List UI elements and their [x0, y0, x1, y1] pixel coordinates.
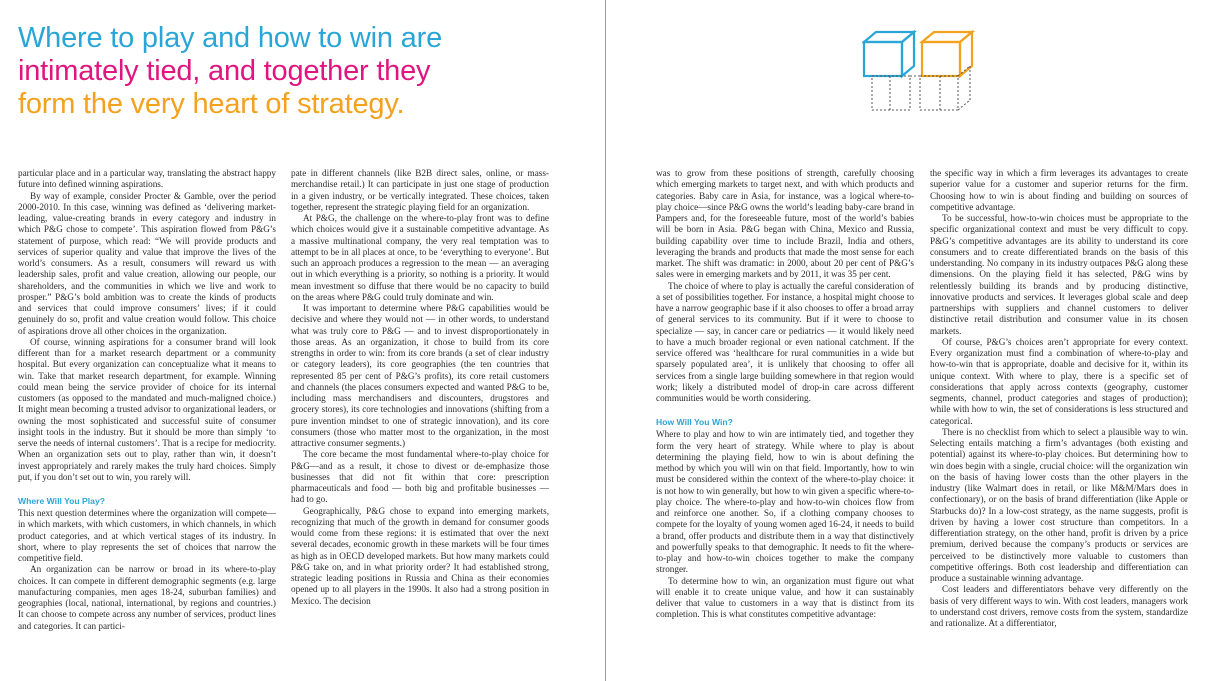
paragraph: To be successful, how-to-win choices must be appropriate to the specific organizational context and must be very difficult to copy. P&G’s competitive advantages are its ability to understand its core consumers and to create differentiated brands on the basis of this understanding. No company in its industry outpaces P&G along these dimensions. On the playing field it has selected, P&G wins by relentlessly building its brands and by producing distinctive, innovative products and services. It leverages global scale and deep partnerships with suppliers and channel customers to deliver distinctive retail distribution and consumer value in its chosen markets.	[930, 213, 1188, 336]
paragraph: Geographically, P&G chose to expand into emerging markets, recognizing that much of the growth in demand for consumer goods would come from these regions: it is estimated that over the next several decades, economic growth in these markets will be four times as high as in OECD developed markets. But how many markets could P&G take on, and in what priority order? It had established strong, strategic leading positions in Russia and China as their economies opened up to all players in the 1990s. It also had a strong position in Mexico. The decision	[291, 505, 549, 606]
column-1	[18, 168, 276, 632]
paragraph: pate in different channels (like B2B direct sales, online, or mass-merchandise retail.) It can participate in just one stage of production in a given industry, or be vertically integrated. These choices, taken together, represent the strategic playing field for an organization.	[291, 168, 549, 212]
cubes-icon	[862, 28, 982, 118]
column-3	[656, 168, 914, 621]
column-4	[930, 168, 1188, 629]
headline-line-3: form the very heart of strategy.	[18, 88, 405, 120]
headline-line-1: Where to play and how to win are	[18, 22, 442, 54]
section-heading-how-to-win: How Will You Win?	[656, 417, 733, 428]
paragraph: Of course, winning aspirations for a consumer brand will look different than for a market research department or a community hospital. But every organization can conceptualize what it means to win. Take that market research department, for example. Winning could mean being the service provider of choice for its internal customers (as opposed to the mandated and much-maligned choice.) It might mean becoming a trusted advisor to organizational leaders, or owning the most sophisticated and successful suite of consumer insight tools in the industry. But it should be more than simply ‘to serve the needs of internal customers’. That is a recipe for mediocrity. When an organization sets out to play, rather than win, it doesn’t invest appropriately and rarely makes the truly hard choices. Simply put, if you don’t set out to win, you rarely will.	[18, 336, 276, 482]
paragraph: By way of example, consider Procter & Gamble, over the period 2000-2010. In this case, winning was defined as ‘delivering market-leading, value-creating brands in every category and industry in which P&G chose to compete’. This aspiration flowed from P&G’s statement of purpose, which read: “We will provide products and services of superior quality and value that improve the lives of the world’s consumers. As a result, consumers will reward us with leadership sales, profit and value creation, allowing our people, our shareholders, and the communities in which we live and work to prosper.” P&G’s bold ambition was to create the kinds of products and services that could improve consumers’ lives; if it could genuinely do so, profit and value creation would follow. This choice of aspirations drove all other choices in the organization.	[18, 190, 276, 336]
paragraph: This next question determines where the organization will compete—in which markets, with which customers, in which channels, in which product categories, and at which vertical stages of its industry. In short, where to play represents the set of choices that narrow the competitive field.	[18, 508, 276, 563]
paragraph: The core became the most fundamental where-to-play choice for P&G—and as a result, it chose to divest or de-emphasize those businesses that did not fit within that core: prescription pharmaceuticals and food — both big and profitable businesses — had to go.	[291, 449, 549, 505]
paragraph: the specific way in which a firm leverages its advantages to create superior value for a customer and superior returns for the firm. Choosing how to win is about finding and building on sources of competitive advantage.	[930, 168, 1188, 212]
paragraph: It was important to determine where P&G capabilities would be decisive and where they would not — in other words, to understand what was truly core to P&G — and to invest disproportionately in those areas. As an organization, it chose to build from its core strengths in order to win: from its core brands (a set of clear industry or category leaders), its core geographies (the ten countries that represented 85 per cent of P&G’s profits), its core retail customers and channels (the places consumers expected and wanted P&G to be, including mass merchandisers and discounters, drugstores and grocery stores), its core technologies and innovations (shifting from a pure invention mindset to one of strategic innovation), and its core consumers (those who matter most to the organization, in the most attractive consumer segments.)	[291, 303, 549, 448]
paragraph: was to grow from these positions of strength, carefully choosing which emerging markets to target next, and with which products and categories. Baby care in Asia, for instance, was a logical where-to-play choice—since P&G owns the world’s leading baby-care brand in Pampers and, for the foreseeable future, most of the world’s babies will be born in Asia. P&G began with China, Mexico and Russia, building capability over time to include Brazil, India and others, leveraging the brands and products that made the most sense for each market. The shift was dramatic: in 2000, about 20 per cent of P&G’s sales were in emerging markets and by 2011, it was 35 per cent.	[656, 168, 914, 280]
paragraph: particular place and in a particular way, translating the abstract happy future into defined winning aspirations.	[18, 168, 276, 190]
blue-cube-icon	[864, 32, 914, 76]
headline-line-2: intimately tied, and together they	[18, 55, 431, 87]
paragraph: Where to play and how to win are intimately tied, and together they form the very heart of strategy. While where to play is about determining the playing field, how to win is about defining the method by which you will win on that field. Importantly, how to win must be considered within the context of the where-to-play choice: it is not how to win generally, but how to win given a specific where-to-play choice. The where-to-play and how-to-win choices flow from and reinforce one another. So, if a clothing company chooses to compete for the loyalty of young women aged 16-24, it needs to build a brand, offer products and distribute them in a way that distinctively and powerfully speaks to that demographic. It needs to fit the where-to-play and how-to-win choices together to make the company stronger.	[656, 429, 914, 575]
headline	[18, 22, 598, 121]
paragraph: At P&G, the challenge on the where-to-play front was to define which choices would give it a sustainable competitive advantage. As a massive multinational company, the very real temptation was to attempt to be in all places at once, to be ‘everything to everyone’. But such an approach produces a regression to the mean — an averaging out in which everything is a priority, so nothing is a priority. It would mean investment so diffuse that there would be no capacity to build on the areas where P&G could truly dominate and win.	[291, 213, 549, 302]
paragraph: The choice of where to play is actually the careful consideration of a set of possibilities together. For instance, a hospital might choose to have a narrow geographic base if it also chooses to offer a broad array of general services to its community. But if it were to choose to specialize — say, in cancer care or pediatrics — it would likely need to have a much broader regional or even national catchment. If the service offered was ‘healthcare for rural communities in a wide but sparsely populated area’, it is unlikely that choosing to offer all services from a single large building somewhere in that region would work; likely a distributed model of drop-in care across different communities would be worth considering.	[656, 280, 914, 403]
paragraph: An organization can be narrow or broad in its where-to-play choices. It can compete in different demographic segments (e.g. large manufacturing companies, men ages 18-24, suburban families) and geographies (local, national, international, by regions and countries.) It can choose to compete across any number of services, product lines and categories. It can partici-	[18, 564, 276, 631]
paragraph: Of course, P&G’s choices aren’t appropriate for every context. Every organization must find a combination of where-to-play and how-to-win that is appropriate, doable and decisive for it, within its unique context. With where to play, there is a specific set of considerations that apply across contexts (geography, customer segments, channel, product categories and stages of production); while with how to win, the set of considerations is less structured and categorical.	[930, 336, 1188, 426]
column-2	[291, 168, 549, 607]
paragraph: There is no checklist from which to select a plausible way to win. Selecting entails matching a firm’s advantages (both existing and potential) against its where-to-play choices. But determining how to win does begin with a single, crucial choice: will the organization win on the basis of having lower costs than the other players in the industry (like Walmart does in retail, or like M&M/Mars does in confectionary), or on the basis of brand differentiation (like Apple or Starbucks do)? In a low-cost strategy, as the name suggests, profit is driven by having a lower cost structure than competitors. In a differentiation strategy, on the other hand, profit is driven by a price premium, derived because the company’s products or services are perceived to be distinctively more valuable to customers than competitive offerings. Both cost leadership and differentiation can produce a sustainable winning advantage.	[930, 426, 1188, 583]
paragraph: To determine how to win, an organization must figure out what will enable it to create unique value, and how it can sustainably deliver that value to customers in a way that is distinct from its completion. This is what constitutes competitive advantage:	[656, 575, 914, 620]
paragraph: Cost leaders and differentiators behave very differently on the basis of very different ways to win. With cost leaders, managers work to understand cost drivers, remove costs from the system, standardize and rationalize. At a differentiator,	[930, 584, 1188, 628]
orange-cube-icon	[922, 32, 972, 76]
section-heading-where-to-play: Where Will You Play?	[18, 496, 105, 506]
page-gutter	[605, 0, 606, 681]
